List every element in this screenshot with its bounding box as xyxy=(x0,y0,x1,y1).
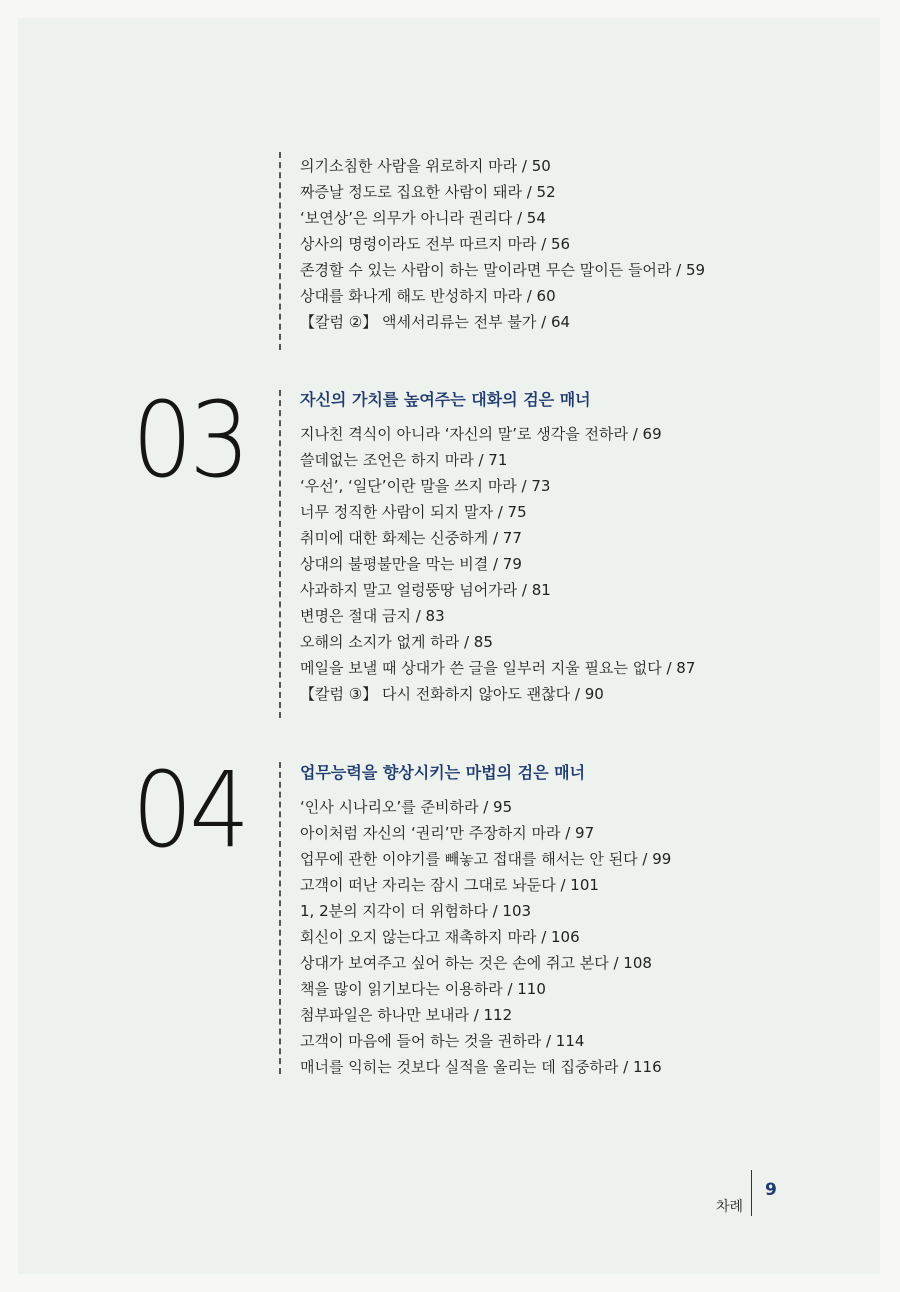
toc-entry[interactable]: 책을 많이 읽기보다는 이용하라 / 110 xyxy=(300,980,546,998)
toc-entry[interactable]: 업무에 관한 이야기를 빼놓고 접대를 해서는 안 된다 / 99 xyxy=(300,850,672,868)
toc-entry[interactable]: 의기소침한 사람을 위로하지 마라 / 50 xyxy=(300,157,551,175)
toc-entry[interactable]: ‘보연상’은 의무가 아니라 권리다 / 54 xyxy=(300,209,546,227)
toc-entry[interactable]: 메일을 보낼 때 상대가 쓴 글을 일부러 지울 필요는 없다 / 87 xyxy=(300,659,696,677)
toc-entry[interactable]: 회신이 오지 않는다고 재촉하지 마라 / 106 xyxy=(300,928,580,946)
toc-entry[interactable]: 짜증날 정도로 집요한 사람이 돼라 / 52 xyxy=(300,183,556,201)
chapter-number: 04 xyxy=(132,749,247,871)
toc-entry[interactable]: 사과하지 말고 얼렁뚱땅 넘어가라 / 81 xyxy=(300,581,551,599)
toc-entry[interactable]: 취미에 대한 화제는 신중하게 / 77 xyxy=(300,529,522,547)
toc-entry[interactable]: 상대를 화나게 해도 반성하지 마라 / 60 xyxy=(300,287,556,305)
toc-column-entry[interactable]: 【칼럼 ②】 액세서리류는 전부 불가 / 64 xyxy=(300,313,571,331)
toc-entry[interactable]: 상사의 명령이라도 전부 따르지 마라 / 56 xyxy=(300,235,571,253)
footer-section-label: 차례 xyxy=(716,1199,744,1215)
toc-entry[interactable]: 고객이 떠난 자리는 잠시 그대로 놔둔다 / 101 xyxy=(300,876,599,894)
toc-entry[interactable]: 변명은 절대 금지 / 83 xyxy=(300,607,445,625)
toc-entry[interactable]: 1, 2분의 지각이 더 위험하다 / 103 xyxy=(300,902,532,920)
toc-entry[interactable]: ‘인사 시나리오’를 준비하라 / 95 xyxy=(300,798,513,816)
toc-column-entry[interactable]: 【칼럼 ③】 다시 전화하지 않아도 괜찮다 / 90 xyxy=(300,685,604,703)
section-divider-line xyxy=(279,390,281,718)
chapter-number: 03 xyxy=(132,379,247,501)
toc-entry[interactable]: 오해의 소지가 없게 하라 / 85 xyxy=(300,633,493,651)
section-divider-line xyxy=(279,152,281,350)
toc-entry[interactable]: 고객이 마음에 들어 하는 것을 권하라 / 114 xyxy=(300,1032,585,1050)
toc-entry[interactable]: 아이처럼 자신의 ‘권리’만 주장하지 마라 / 97 xyxy=(300,824,595,842)
section-divider-line xyxy=(279,762,281,1074)
page-number: 9 xyxy=(765,1180,777,1200)
toc-entry[interactable]: 상대의 불평불만을 막는 비결 / 79 xyxy=(300,555,522,573)
chapter-title[interactable]: 자신의 가치를 높여주는 대화의 검은 매너 xyxy=(300,390,591,409)
toc-entry[interactable]: 상대가 보여주고 싶어 하는 것은 손에 쥐고 본다 / 108 xyxy=(300,954,652,972)
footer-divider xyxy=(751,1170,752,1216)
toc-entry[interactable]: 너무 정직한 사람이 되지 말자 / 75 xyxy=(300,503,527,521)
toc-entry[interactable]: 쓸데없는 조언은 하지 마라 / 71 xyxy=(300,451,508,469)
toc-entry[interactable]: ‘우선’, ‘일단’이란 말을 쓰지 마라 / 73 xyxy=(300,477,551,495)
toc-entry[interactable]: 지나친 격식이 아니라 ‘자신의 말’로 생각을 전하라 / 69 xyxy=(300,425,662,443)
toc-entry[interactable]: 매너를 익히는 것보다 실적을 올리는 데 집중하라 / 116 xyxy=(300,1058,662,1076)
toc-entry[interactable]: 첨부파일은 하나만 보내라 / 112 xyxy=(300,1006,513,1024)
toc-entry[interactable]: 존경할 수 있는 사람이 하는 말이라면 무슨 말이든 들어라 / 59 xyxy=(300,261,706,279)
chapter-title[interactable]: 업무능력을 향상시키는 마법의 검은 매너 xyxy=(300,763,586,782)
